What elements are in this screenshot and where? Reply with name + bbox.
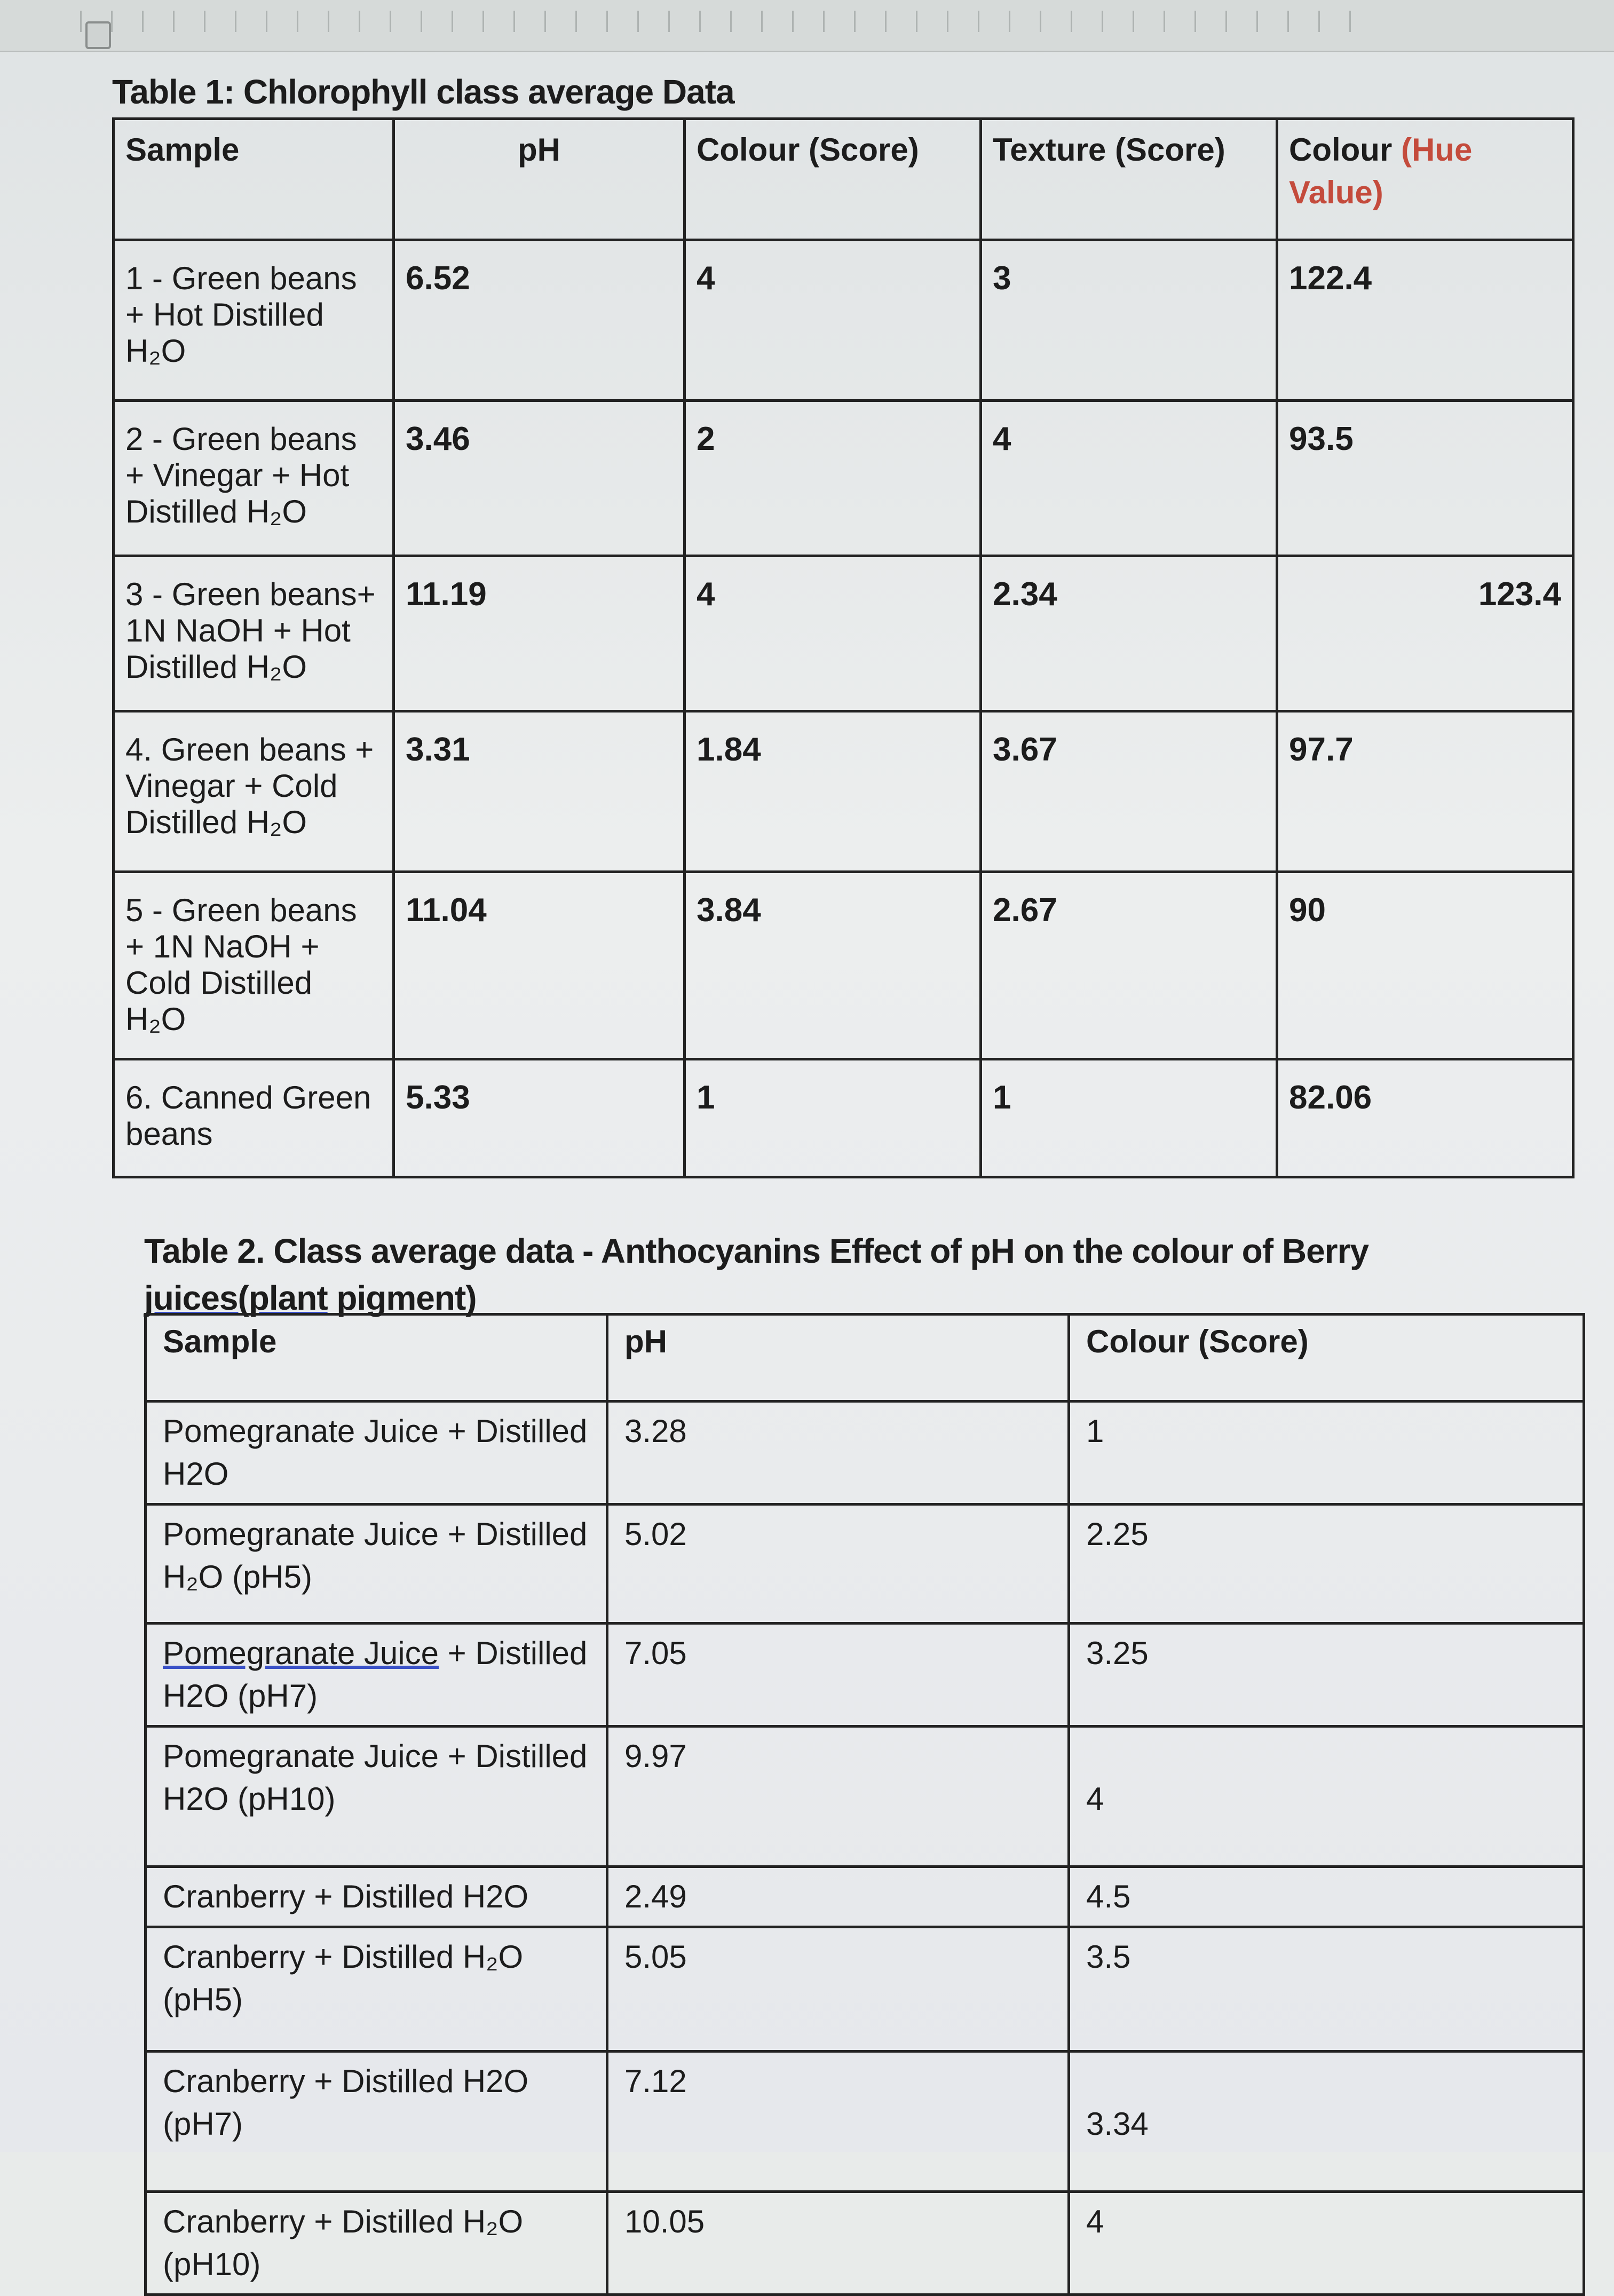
sample-cell: 4. Green beans + Vinegar + Cold Distilled H₂O [114,711,394,872]
table-row [114,240,1573,401]
table-row [114,872,1573,1059]
table1-caption: Table 1: Chlorophyll class average Data [112,73,734,111]
table2-header-sample: Sample [146,1315,607,1402]
table-row [146,1927,1584,2052]
table-row [114,1059,1573,1177]
hue-value-cell: 122.4 [1277,240,1573,401]
colour-score-cell: 2 [685,401,981,556]
hue-value-cell: 93.5 [1277,401,1573,556]
table1-header-colour-score: Colour (Score) [685,119,981,240]
colour-score-cell: 4 [685,240,981,401]
table2-caption-tail: pigment) [327,1279,477,1317]
colour-score-cell: 1 [1069,1402,1584,1505]
sample-cell: 5 - Green beans + 1N NaOH + Cold Distilled H₂O [114,872,394,1059]
table2-header-colour-score: Colour (Score) [1069,1315,1584,1402]
anthocyanins-table [144,1313,1585,2296]
colour-score-cell: 4 [1069,2192,1584,2295]
ruler-indent-marker-icon[interactable] [85,21,111,49]
sample-cell: 1 - Green beans + Hot Distilled H₂O [114,240,394,401]
table-row [114,556,1573,711]
table-row [146,1505,1584,1624]
ph-cell: 5.02 [607,1505,1069,1624]
table-row [114,401,1573,556]
table1-header-ph: pH [394,119,685,240]
texture-score-cell: 3.67 [981,711,1277,872]
sample-cell [146,1624,607,1727]
table-row [146,1727,1584,1867]
ph-cell: 3.31 [394,711,685,872]
table-row [146,2192,1584,2295]
ph-cell: 7.12 [607,2052,1069,2192]
colour-score-cell: 1.84 [685,711,981,872]
table-row [146,1867,1584,1927]
ph-cell: 5.05 [607,1927,1069,2052]
texture-score-cell: 1 [981,1059,1277,1177]
ph-cell: 5.33 [394,1059,685,1177]
ph-cell: 6.52 [394,240,685,401]
sample-cell: Cranberry + Distilled H2O (pH7) [146,2052,607,2192]
ph-cell: 11.19 [394,556,685,711]
table1-header-sample: Sample [114,119,394,240]
sample-cell: Cranberry + Distilled H2O [146,1867,607,1927]
colour-score-cell: 4 [685,556,981,711]
table-row [146,1624,1584,1727]
sample-cell: Pomegranate Juice + Distilled H2O (pH10) [146,1727,607,1867]
ph-cell: 7.05 [607,1624,1069,1727]
sample-cell: Cranberry + Distilled H₂O (pH5) [146,1927,607,2052]
colour-score-cell: 3.84 [685,872,981,1059]
table1-header-row [114,119,1573,240]
ph-cell: 10.05 [607,2192,1069,2295]
sample-cell: Cranberry + Distilled H₂O (pH10) [146,2192,607,2295]
hue-value-cell: 97.7 [1277,711,1573,872]
table2-caption-text: Table 2. Class average data - Anthocyanins Effect of pH on the colour of Berry [144,1232,1369,1270]
sample-link[interactable]: Pomegranate Juice [163,1635,439,1671]
hue-value-cell: 82.06 [1277,1059,1573,1177]
texture-score-cell: 2.67 [981,872,1277,1059]
texture-score-cell: 4 [981,401,1277,556]
sample-cell: 3 - Green beans+ 1N NaOH + Hot Distilled H₂O [114,556,394,711]
table2-caption [144,1228,1532,1321]
sample-cell: Pomegranate Juice + Distilled H2O [146,1402,607,1505]
sample-cell: 2 - Green beans + Vinegar + Hot Distilled H₂O [114,401,394,556]
ph-cell: 9.97 [607,1727,1069,1867]
hue-header-prefix: Colour [1289,132,1401,168]
texture-score-cell: 3 [981,240,1277,401]
table2-header-row [146,1315,1584,1402]
colour-score-cell: 3.5 [1069,1927,1584,2052]
colour-score-cell: 3.25 [1069,1624,1584,1727]
colour-score-cell: 2.25 [1069,1505,1584,1624]
ph-cell: 3.46 [394,401,685,556]
colour-score-cell: 1 [685,1059,981,1177]
sample-cell: 6. Canned Green beans [114,1059,394,1177]
hue-header-red: (Hue Value) [1289,132,1473,210]
ph-cell: 2.49 [607,1867,1069,1927]
table-row [146,2052,1584,2192]
ruler-ticks [80,11,1361,32]
hue-value-cell: 90 [1277,872,1573,1059]
sample-text: + Distilled H2O (pH7) [163,1635,588,1714]
table-row [146,1402,1584,1505]
ph-cell: 3.28 [607,1402,1069,1505]
ph-cell: 11.04 [394,872,685,1059]
table-row [114,711,1573,872]
texture-score-cell: 2.34 [981,556,1277,711]
colour-score-cell: 3.34 [1069,2052,1584,2192]
table1-header-hue [1277,119,1573,240]
chlorophyll-table [112,117,1575,1178]
table2-caption-link[interactable]: juices(plant [144,1279,328,1317]
hue-value-cell: 123.4 [1277,556,1573,711]
table1-header-texture-score: Texture (Score) [981,119,1277,240]
colour-score-cell: 4 [1069,1727,1584,1867]
colour-score-cell: 4.5 [1069,1867,1584,1927]
sample-cell: Pomegranate Juice + Distilled H₂O (pH5) [146,1505,607,1624]
table2-header-ph: pH [607,1315,1069,1402]
ruler [0,0,1614,52]
